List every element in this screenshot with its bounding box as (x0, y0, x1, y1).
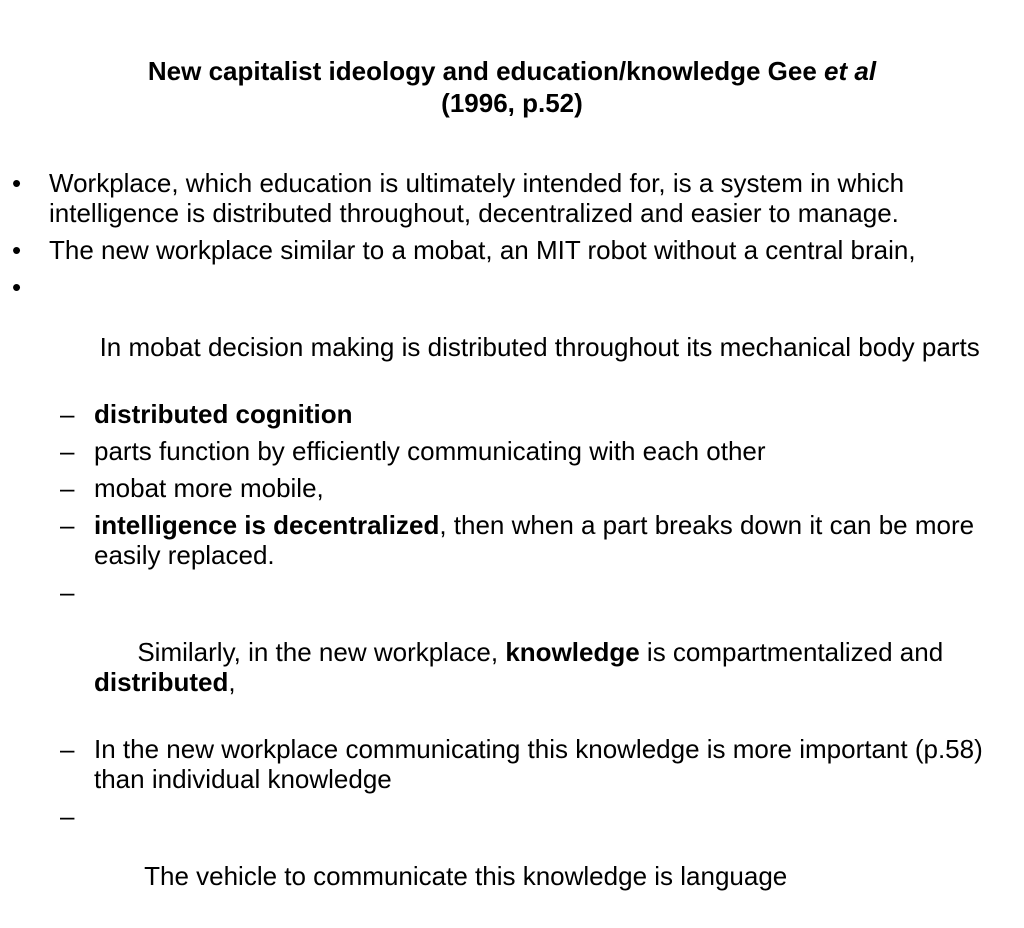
sub-bullet-bold-text: distributed cognition (94, 399, 353, 429)
bullet-marker: • (12, 235, 22, 265)
bullet-item (0, 168, 1024, 228)
sub-bullet-text: mobat more mobile, (94, 473, 324, 503)
sub-bullet-bold-text: distributed (94, 667, 229, 697)
sub-bullet-text: is compartmentalized and (639, 637, 951, 667)
sub-bullet-text: Similarly, in the new workplace, (137, 637, 506, 667)
sub-bullet-item (0, 436, 1024, 466)
title-citation: (1996, p.52) (441, 88, 583, 118)
bullet-item (0, 272, 1024, 392)
dash-marker: – (60, 473, 75, 503)
title-italic-text: et al (824, 56, 877, 86)
dash-marker: – (60, 510, 75, 540)
dash-marker: – (60, 399, 75, 429)
sub-bullet-item (0, 801, 1024, 921)
bullet-item (0, 235, 1024, 265)
bullet-marker: • (12, 168, 22, 198)
sub-bullet-item (0, 399, 1024, 429)
sub-bullet-text: The vehicle to communicate this knowledge is language (137, 861, 788, 891)
bullet-marker: • (12, 272, 22, 302)
sub-bullet-text: , (228, 667, 236, 697)
sub-bullet-bold-text: intelligence is decentralized (94, 510, 440, 540)
bullet-text: Workplace, which education is ultimately intended for, is a system in which intelligence is distributed throughout, decentralized and easier to manage. (49, 168, 905, 228)
dash-marker: – (60, 436, 75, 466)
sub-bullet-text: , then when a part breaks down it can be more easily replaced. (94, 510, 975, 570)
sub-bullet-item (0, 734, 1024, 794)
bullet-text: The new workplace similar to a mobat, an MIT robot without a central brain, (49, 235, 916, 265)
title-text: New capitalist ideology and education/knowledge Gee (147, 56, 825, 86)
slide-title (20, 55, 1004, 119)
sub-bullet-item (0, 510, 1024, 570)
sub-bullet-item (0, 473, 1024, 503)
bullet-list (0, 168, 1024, 928)
dash-marker: – (60, 577, 75, 607)
sub-bullet-item (0, 577, 1024, 727)
dash-marker: – (60, 734, 75, 764)
sub-bullet-text: parts function by efficiently communicating with each other (94, 436, 766, 466)
bullet-text: In mobat decision making is distributed throughout its mechanical body parts (92, 332, 980, 362)
dash-marker: – (60, 801, 75, 831)
sub-bullet-bold-text: knowledge (505, 637, 640, 667)
sub-bullet-text: In the new workplace communicating this knowledge is more important (p.58) than individual knowledge (94, 734, 983, 794)
